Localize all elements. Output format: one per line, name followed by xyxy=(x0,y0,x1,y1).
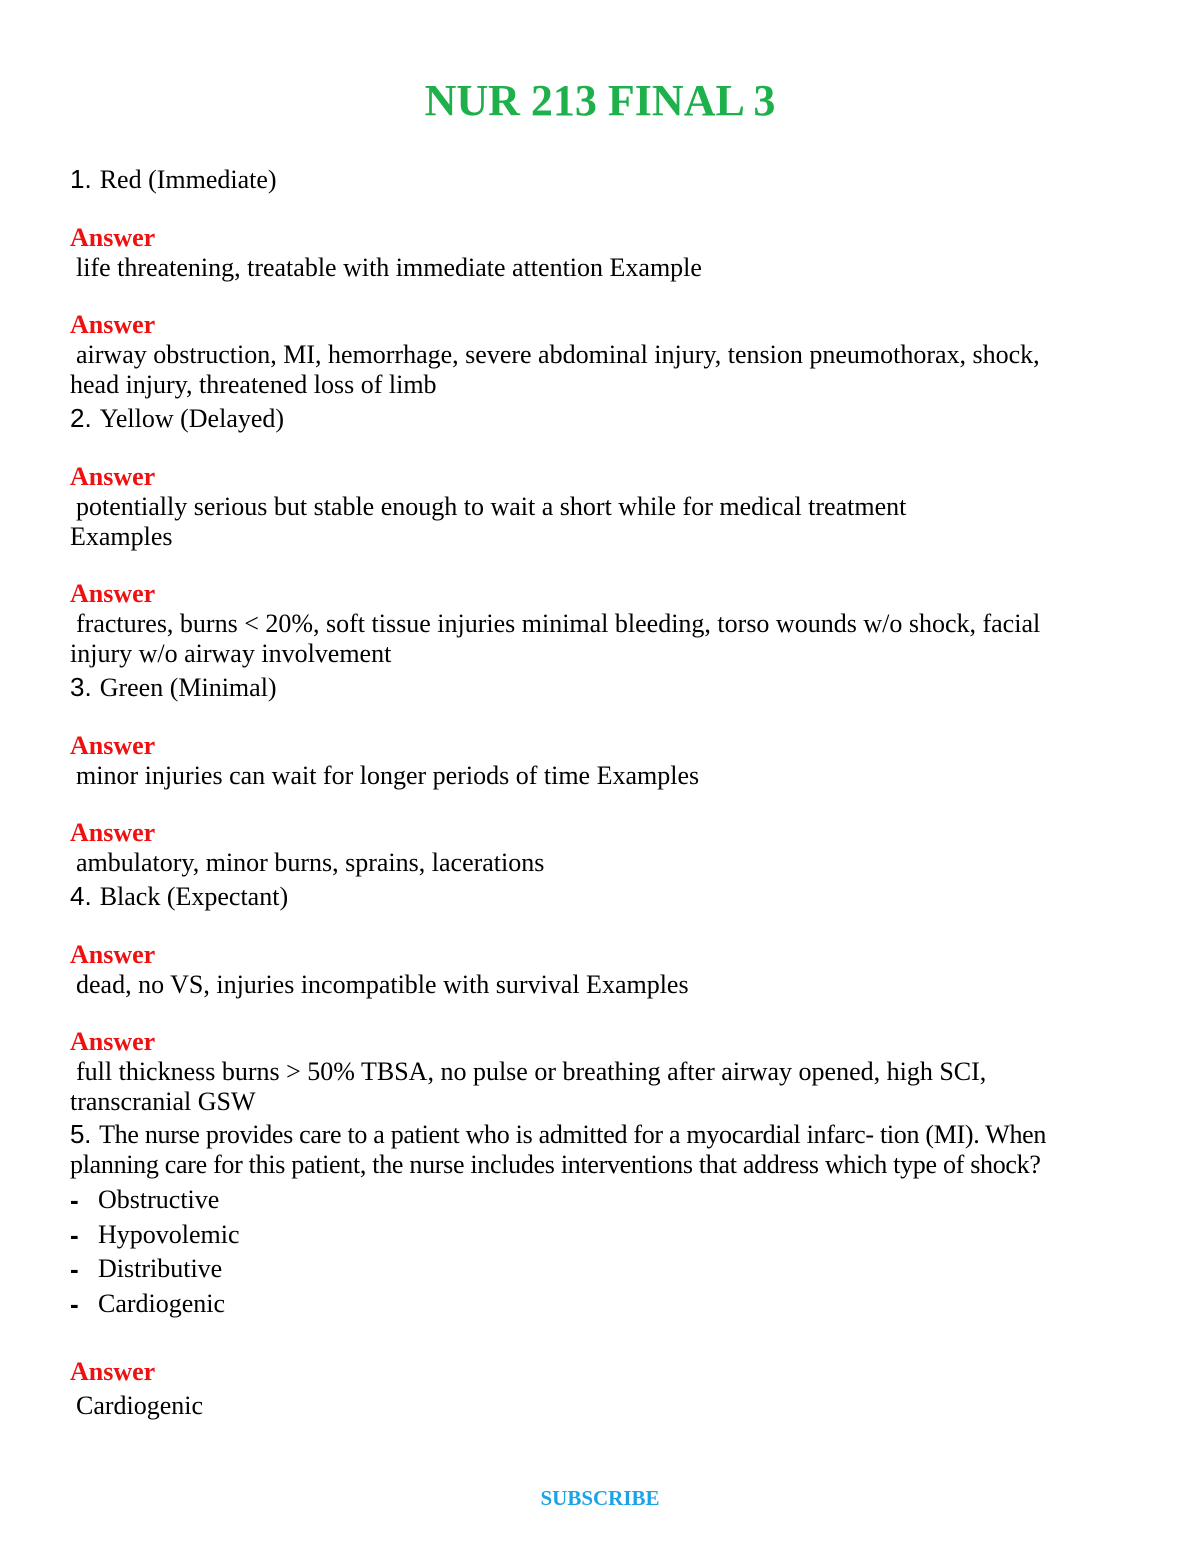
subscribe-link[interactable]: SUBSCRIBE xyxy=(540,1486,660,1510)
dash-bullet: - xyxy=(70,1288,79,1319)
answer-label: Answer xyxy=(70,940,156,969)
question-text-continued: planning care for this patient, the nurse includes interventions that address which type of shock? xyxy=(70,1150,1041,1179)
question-4-prompt xyxy=(70,880,1130,913)
question-text: Red (Immediate) xyxy=(99,165,277,194)
option-text: Hypovolemic xyxy=(98,1219,240,1249)
question-text: Green (Minimal) xyxy=(99,673,277,702)
question-number: 3. xyxy=(70,672,92,702)
answer-text-continued: head injury, threatened loss of limb xyxy=(70,370,437,399)
question-number: 5. xyxy=(70,1119,92,1149)
answer-text-continued: transcranial GSW xyxy=(70,1087,256,1116)
question-3 xyxy=(70,671,1130,878)
dash-bullet: - xyxy=(70,1254,79,1284)
dash-bullet: - xyxy=(70,1185,79,1215)
answer-text: life threatening, treatable with immediate attention Example xyxy=(76,253,702,282)
question-2 xyxy=(70,402,1130,669)
answer-text: dead, no VS, injuries incompatible with survival Examples xyxy=(76,970,689,999)
answer-options xyxy=(70,1183,1130,1321)
question-1-prompt xyxy=(70,163,1130,196)
answer-label: Answer xyxy=(70,223,156,252)
option-text: Obstructive xyxy=(98,1185,220,1214)
question-number: 2. xyxy=(70,403,92,433)
answer-label: Answer xyxy=(70,818,156,847)
question-5-prompt xyxy=(70,1119,1130,1150)
question-3-prompt xyxy=(70,671,1130,704)
question-number: 1. xyxy=(70,164,92,194)
answer-text: airway obstruction, MI, hemorrhage, severe abdominal injury, tension pneumothorax, shock, xyxy=(76,340,1040,369)
question-text: The nurse provides care to a patient who is admitted for a myocardial infarc- tion (MI). When xyxy=(99,1120,1047,1149)
question-text: Black (Expectant) xyxy=(99,882,289,911)
answer-label: Answer xyxy=(70,1357,156,1386)
option-item xyxy=(70,1252,1130,1287)
answer-label: Answer xyxy=(70,310,156,339)
option-item xyxy=(70,1287,1130,1322)
answer-text: minor injuries can wait for longer periods of time Examples xyxy=(76,761,700,790)
dash-bullet: - xyxy=(70,1219,79,1250)
answer-label: Answer xyxy=(70,579,156,608)
option-item xyxy=(70,1183,1130,1218)
question-2-prompt xyxy=(70,402,1130,435)
answer-text: Cardiogenic xyxy=(76,1391,204,1420)
answer-text-continued: injury w/o airway involvement xyxy=(70,639,392,668)
answer-text: full thickness burns > 50% TBSA, no pulse or breathing after airway opened, high SCI, xyxy=(76,1057,987,1086)
option-item xyxy=(70,1218,1130,1253)
question-list xyxy=(70,163,1130,1421)
answer-label: Answer xyxy=(70,1027,156,1056)
question-4 xyxy=(70,880,1130,1117)
answer-text-continued: Examples xyxy=(70,522,173,551)
answer-label: Answer xyxy=(70,462,156,491)
question-text: Yellow (Delayed) xyxy=(99,404,285,433)
answer-label: Answer xyxy=(70,731,156,760)
answer-text: fractures, burns < 20%, soft tissue injuries minimal bleeding, torso wounds w/o shock, facial xyxy=(76,609,1041,638)
option-text: Cardiogenic xyxy=(98,1288,226,1318)
answer-text: potentially serious but stable enough to wait a short while for medical treatment xyxy=(76,492,907,521)
option-text: Distributive xyxy=(98,1254,223,1283)
page-title: NUR 213 FINAL 3 xyxy=(424,76,776,125)
answer-text: ambulatory, minor burns, sprains, lacerations xyxy=(76,848,545,877)
question-1 xyxy=(70,163,1130,400)
question-number: 4. xyxy=(70,881,92,911)
question-5 xyxy=(70,1119,1130,1421)
